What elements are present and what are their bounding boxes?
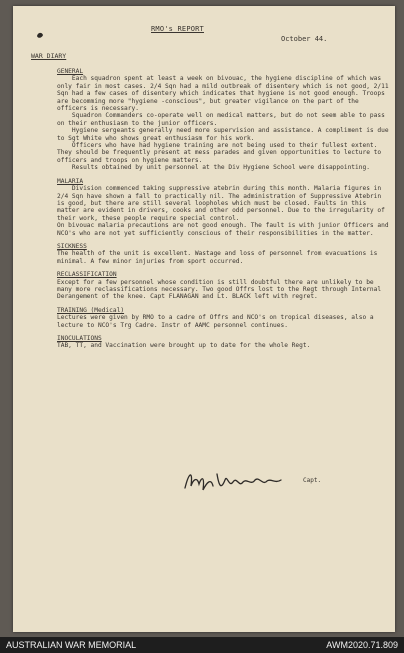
section-training: [57, 307, 389, 329]
section-heading: INOCULATIONS: [57, 335, 102, 342]
handwritten-signature: [181, 466, 291, 496]
section-heading: MALARIA: [57, 177, 84, 185]
section-inoculations: [57, 335, 389, 350]
section-sickness: [57, 243, 389, 265]
section-heading: SICKNESS: [57, 242, 87, 250]
paragraph: TAB, TT, and Vaccination were brought up to date for the whole Regt.: [57, 342, 311, 350]
section-general: [57, 68, 393, 172]
war-diary-label: WAR DIARY: [31, 52, 67, 60]
signature-rank: Capt.: [303, 477, 322, 484]
section-heading: TRAINING (Medical): [57, 306, 125, 314]
report-title: RMO's REPORT: [151, 25, 204, 33]
section-reclassification: [57, 271, 389, 301]
paragraph: Division commenced taking suppressive atebrin during this month. Malaria figures in 2/4 Sqn have shown a fall to practically nil. The administration of Suppressive Atebrin is good, but there are still several loopholes which must be closed. Faults in this matter are evident in drivers, cooks and other odd personnel. Due to the irregularity of their work, these people require special control.: [57, 185, 389, 222]
paragraph: Officers who have had hygiene training are not being used to their fullest extent. They should be frequently present at mess parades and given opportunities to lecture to officers and troops on hygiene matters.: [57, 142, 385, 164]
paragraph: Except for a few personnel whose condition is still doubtful there are unlikely to be many more reclassifications necessary. Two good Offrs lost to the Regt through Internal Derangement of the knee. Capt FLANAGAN and Lt. BLACK left with regret.: [57, 278, 385, 301]
paragraph: Lectures were given by RMO to a cadre of Offrs and NCO's on tropical diseases, also a lecture to NCO's Trg Cadre. Instr of AAMC personnel continues.: [57, 314, 378, 329]
section-heading: RECLASSIFICATION: [57, 271, 117, 279]
paragraph: On bivouac malaria precautions are not good enough. The fault is with junior Officers and NCO's who are not yet sufficiently conscious of their responsibilities in the matter.: [57, 222, 393, 237]
section-heading: GENERAL: [57, 68, 84, 75]
paragraph: Each squadron spent at least a week on bivouac, the hygiene discipline of which was only fair in most cases. 2/4 Sqn had a mild outbreak of disentery which is not good, 2/11 Sqn had a few cases of disentery which indicates that hygiene is not good enough. Troops are becomming more "hygiene -conscious", but greater vigilance on the part of the officers is necessary.: [57, 75, 393, 113]
paragraph: Squadron Commanders co-operate well on medical matters, but do not seem able to pass on their enthusiasm to the junior officers.: [57, 112, 389, 127]
paragraph: The health of the unit is excellent. Wastage and loss of personnel from evacuations is minimal. A few minor injuries from sport occurred.: [57, 250, 382, 265]
ink-mark-icon: [35, 30, 45, 40]
report-date: October 44.: [281, 35, 328, 43]
archive-reference: AWM2020.71.809: [326, 640, 398, 650]
paragraph: Results obtained by unit personnel at the Div Hygiene School were disappointing.: [57, 164, 370, 172]
document-page: [13, 6, 395, 632]
archive-footer: [0, 637, 404, 653]
paragraph: Hygiene sergeants generally need more supervision and assistance. A compliment is due to Sgt White who shows great enthusiasm for his work.: [57, 127, 393, 142]
report-body: [57, 68, 393, 356]
section-malaria: [57, 177, 393, 237]
archive-name: AUSTRALIAN WAR MEMORIAL: [6, 640, 137, 650]
